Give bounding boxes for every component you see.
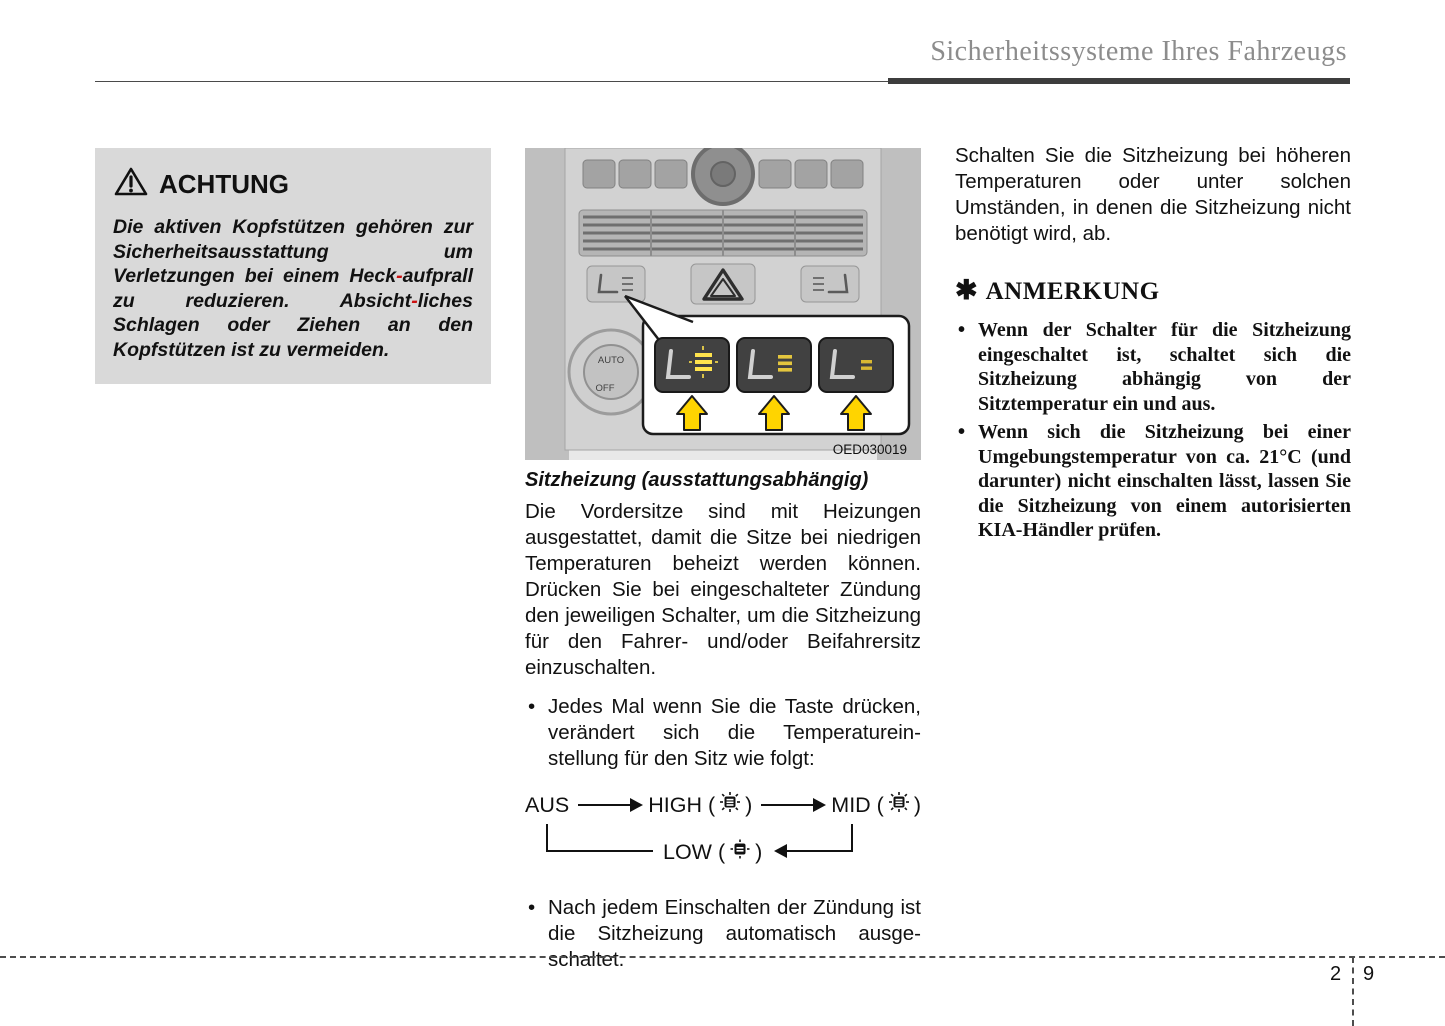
dashboard-illustration <box>525 148 921 460</box>
warning-triangle-icon <box>113 166 149 203</box>
caution-red-hyphen: - <box>411 289 418 312</box>
arrow-right-icon <box>761 804 813 807</box>
passenger-seat-heater-switch <box>801 266 859 302</box>
callout-bubble <box>625 296 909 434</box>
cycle-label-high <box>648 791 752 819</box>
page-title: Sicherheitssysteme Ihres Fahrzeugs <box>930 36 1347 67</box>
caution-text-segment: Die aktiven Kopfstützen gehören zur Sicherheitsausstattung um Verletzungen bei einem Heck <box>113 216 473 287</box>
heat-indicator-high-icon <box>719 791 741 819</box>
bullet-item: • Jedes Mal wenn Sie die Taste drücken, verändert sich die Temperaturein-stellung für den Sitz wie folgt: <box>525 694 921 772</box>
caution-title: ACHTUNG <box>159 169 289 199</box>
cycle-paren: ) <box>913 792 921 817</box>
note-bullet-item: • Wenn der Schalter für die Sitzheizung eingeschaltet ist, schaltet sich die Sitzheizung abhängig von der Sitztemperatur ein und aus. <box>955 318 1351 416</box>
header-rule-accent <box>888 78 1350 84</box>
cycle-label-low-text: LOW ( <box>663 839 726 864</box>
heat-cycle-diagram <box>525 790 921 882</box>
footer-dashed-rule <box>0 956 1445 958</box>
caution-text-segment: aufprall zu reduzieren. Absicht <box>113 265 473 312</box>
note-title: ANMERKUNG <box>985 278 1160 305</box>
cycle-label-aus: AUS <box>525 792 570 817</box>
note-heading <box>955 275 1351 306</box>
caution-body <box>113 215 473 362</box>
note-bullet-item: • Wenn sich die Sitzheizung bei einer Umgebungstemperatur von ca. 21°C (und darunter) nicht einschalten lässt, lassen Sie die Sitzheizung von einem autorisierten KIA-Händler prüfen. <box>955 420 1351 543</box>
note-bullet-list <box>955 318 1351 543</box>
caution-text-segment: liches Schlagen oder Ziehen an den Kopfstützen ist zu vermeiden. <box>113 289 473 361</box>
header-rule <box>95 81 1350 82</box>
heat-indicator-low-icon <box>729 838 751 866</box>
figure-code: OED030019 <box>832 442 907 457</box>
heater-button-mid <box>737 338 811 392</box>
driver-seat-heater-switch <box>587 266 645 302</box>
seat-heating-intro: Die Vordersitze sind mit Heizungen ausgestattet, damit die Sitze bei niedrigen Temperaturen beheizt werden können. Drücken Sie bei eingeschalteter Zündung den jeweiligen Schalter, um die Sitzheizung für den Fahrer- und/oder Beifahrersitz einzuschalten. <box>525 500 921 679</box>
climate-knob <box>569 330 653 414</box>
right-intro-paragraph: Schalten Sie die Sitzheizung bei höheren Temperaturen oder unter solchen Umständen, in denen die Sitzheizung nicht benötigt wird, ab. <box>955 144 1351 245</box>
caution-red-hyphen: - <box>396 265 403 287</box>
bullet-item: • Nach jedem Einschalten der Zündung ist die Sitzheizung automatisch ausge-schaltet. <box>525 895 921 973</box>
cycle-label-mid-text: MID ( <box>831 792 884 817</box>
center-dial <box>693 148 753 204</box>
cycle-label-low <box>663 838 762 866</box>
knob-label-auto: AUTO <box>597 355 625 366</box>
cycle-paren: ) <box>745 792 753 817</box>
cycle-row-top <box>525 790 921 820</box>
cycle-label-mid <box>831 791 921 819</box>
cycle-connector-left <box>546 824 653 852</box>
page-number-section: 2 <box>1330 963 1342 985</box>
right-column <box>955 143 1351 543</box>
cycle-connector-right-arrow-left-icon <box>787 824 853 852</box>
cycle-label-high-text: HIGH ( <box>648 792 716 817</box>
arrow-right-icon <box>578 804 630 807</box>
cycle-paren: ) <box>755 839 763 864</box>
heater-button-low <box>819 338 893 392</box>
page-number-page: 9 <box>1363 963 1375 985</box>
hazard-button <box>691 264 755 304</box>
seat-heating-caption: Sitzheizung (ausstattungsabhängig) <box>525 469 869 491</box>
vent-grille <box>579 210 867 256</box>
caution-header <box>113 166 473 203</box>
footer-fold-mark <box>1352 957 1354 1026</box>
middle-column <box>525 148 921 973</box>
heat-indicator-mid-icon <box>888 791 910 819</box>
left-column <box>95 148 491 384</box>
seat-heater-figure <box>525 148 921 460</box>
knob-label-off: OFF <box>595 383 615 394</box>
note-asterisk-icon: ✱ <box>955 275 978 305</box>
heater-button-high <box>655 338 729 392</box>
caution-box <box>95 148 491 384</box>
